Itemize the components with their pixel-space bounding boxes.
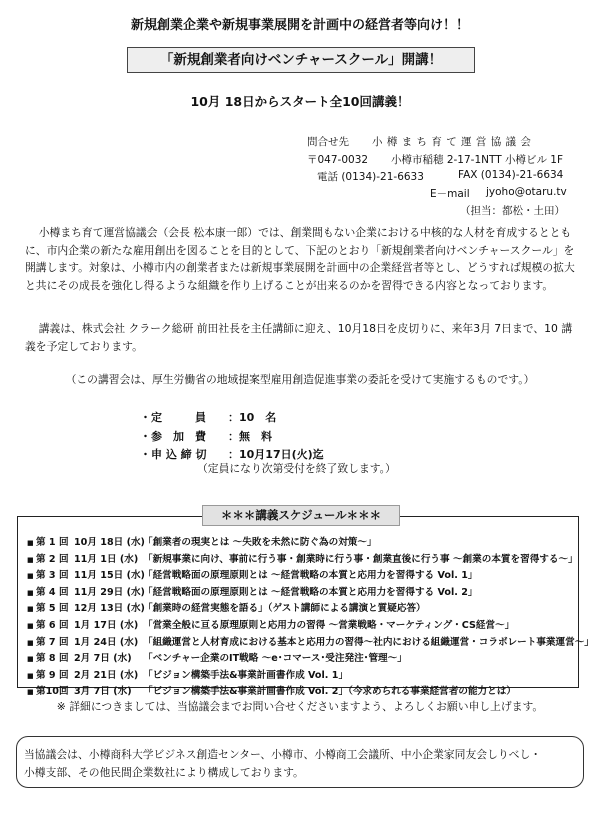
- schedule-number: 第10回: [36, 686, 69, 698]
- schedule-header: ＊＊＊講義スケジュール＊＊＊: [202, 505, 400, 526]
- bullet-icon: ■: [27, 572, 34, 581]
- schedule-row: [27, 600, 426, 614]
- schedule-row: [27, 650, 407, 664]
- schedule-date: 1月 17日 (水): [74, 620, 139, 631]
- schedule-date: 2月 21日 (水): [74, 669, 139, 681]
- bullet-icon: ■: [27, 539, 34, 547]
- bullet-icon: ■: [27, 622, 34, 630]
- schedule-row: [27, 667, 348, 681]
- info-fee: [140, 428, 272, 444]
- schedule-number: 第 1 回: [36, 537, 69, 548]
- schedule-number: 第 4 回: [36, 586, 69, 598]
- schedule-date: 11月 29日 (水): [74, 586, 145, 598]
- schedule-topic: 「創業者の現実とは ～失敗を未然に防ぐ為の対策～」: [143, 537, 377, 548]
- footer-line-1: 当協議会は、小樽商科大学ビジネス創造センター、小樽市、小樽商工会議所、中小企業家同友会しりべし・: [24, 748, 542, 761]
- info-deadline-value: ：10月17日(火)迄: [228, 448, 324, 461]
- schedule-topic: 「創業時の経営実態を語る」（ゲスト講師による講演と質疑応答）: [143, 603, 426, 615]
- bullet-icon: ■: [27, 605, 34, 614]
- info-capacity-value: ：10 名: [228, 411, 277, 424]
- bullet-icon: ■: [27, 555, 34, 564]
- schedule-topic: 「新規事業に向け、事前に行う事・創業時に行う事・創業直後に行う事 ～創業の本質を習得する～」: [143, 553, 578, 565]
- footer-line-2: 小樽支部、その他民間企業数社により構成しております。: [24, 766, 304, 779]
- bullet-icon: ■: [27, 638, 34, 647]
- schedule-number: 第 6 回: [36, 620, 69, 631]
- info-fee-label: ・参 加 費: [140, 430, 206, 443]
- intro-paragraph: 小樽まち育て運営協議会（会長 松本康一郎）では、創業間もない企業における中核的な人材を育成するとともに、市内企業の新たな雇用創出を図ることを目的として、下記のとおり「新規創業者向けベンチャースクール」を開講します。対象は、小樽市内の創業者または新規事業展開を計画中の企業経営者等とし、どうすれば規模の拡大と共にその成長を強化し得るような組織を作り上げることが出来るのかを習得できる内容となっております。: [25, 226, 575, 292]
- info-capacity: [140, 409, 276, 425]
- schedule-number: 第 3 回: [36, 570, 69, 582]
- contact-postal: 〒047-0032: [307, 154, 369, 166]
- schedule-number: 第 5 回: [36, 603, 69, 615]
- page-subheading: 10月 18日からスタート全10回講義！: [190, 94, 410, 109]
- bullet-icon: ■: [27, 688, 34, 697]
- detail-note: ※ 詳細につきましては、当協議会までお問い合せくださいますよう、よろしくお願い申し上げます。: [56, 700, 544, 713]
- contact-org-label: 問合せ先: [307, 136, 349, 148]
- lecture-paragraph: 講義は、株式会社 クラーク総研 前田社長を主任講師に迎え、10月18日を皮切りに、来年3月 7日まで、10 講義を予定しております。: [25, 322, 573, 353]
- contact-email[interactable]: jyoho@otaru.tv: [486, 186, 567, 198]
- page-heading: 新規創業企業や新規事業展開を計画中の経営者等向け！！: [130, 18, 469, 33]
- info-fee-value: ：無 料: [228, 430, 272, 443]
- bullet-icon: ■: [27, 655, 34, 664]
- schedule-row: [27, 567, 478, 581]
- schedule-topic: 「ビジョン構築手法&事業計画書作成 Vol. 2」（今求められる事業経営者の能力とは）: [143, 686, 516, 698]
- schedule-date: 1月 24日 (水): [74, 636, 139, 648]
- info-deadline-label: ・申 込 締 切: [140, 448, 207, 461]
- schedule-topic: 「経営戦略面の原理原則とは ～経営戦略の本質と応用力を習得する Vol. 2」: [143, 586, 478, 598]
- schedule-topic: 「ビジョン構築手法&事業計画書作成 Vol. 1」: [143, 669, 349, 681]
- schedule-number: 第 7 回: [36, 636, 69, 648]
- page-title: 「新規創業者向けベンチャースクール」開講！: [127, 47, 475, 73]
- bullet-icon: ■: [27, 588, 34, 597]
- schedule-topic: 「経営戦略面の原理原則とは ～経営戦略の本質と応用力を習得する Vol. 1」: [143, 570, 478, 582]
- schedule-topic: 「組織運営と人材育成における基本と応用力の習得～社内における組織運営・コラボレート事業運営～」: [143, 636, 594, 648]
- info-note: （定員になり次第受付を終了致します。）: [197, 462, 396, 475]
- schedule-date: 11月 15日 (水): [74, 570, 145, 582]
- schedule-number: 第 9 回: [36, 669, 69, 681]
- schedule-row: [27, 683, 516, 697]
- contact-tel: 電話 (0134)-21-6633: [317, 171, 424, 183]
- funding-notice: （この講習会は、厚生労働省の地域提案型雇用創造促進事業の委託を受けて実施するものです。）: [65, 373, 535, 386]
- schedule-row: [27, 634, 594, 648]
- schedule-row: [27, 551, 578, 565]
- info-capacity-label: ・定 員: [140, 411, 206, 424]
- contact-fax: FAX (0134)-21-6634: [458, 169, 564, 181]
- schedule-row: [27, 534, 377, 548]
- schedule-date: 10月 18日 (水): [74, 537, 145, 548]
- schedule-row: [27, 584, 478, 598]
- contact-address: 小樽市稲穂 2-17-1NTT 小樽ビル 1F: [391, 154, 564, 166]
- contact-org-name: 小 樽 ま ち 育 て 運 営 協 議 会: [372, 136, 532, 148]
- contact-staff: （担当：都松・土田）: [460, 205, 565, 217]
- schedule-topic: 「ベンチャー企業のIT戦略 ～e･コマース･受注発注･管理～」: [143, 653, 407, 665]
- footer-box: [16, 736, 584, 788]
- schedule-date: 12月 13日 (水): [74, 603, 145, 615]
- schedule-date: 11月 1日 (水): [74, 553, 139, 565]
- schedule-date: 3月 7日 (水): [74, 686, 132, 698]
- contact-email-label: E－mail: [430, 188, 470, 200]
- info-deadline: [140, 446, 324, 462]
- schedule-date: 2月 7日 (水): [74, 653, 132, 665]
- schedule-number: 第 2 回: [36, 553, 69, 565]
- bullet-icon: ■: [27, 671, 34, 680]
- schedule-row: [27, 617, 514, 631]
- schedule-topic: 「営業全般に亘る原理原則と応用力の習得 ～営業戦略・マーケティング・CS経営～」: [143, 620, 515, 631]
- schedule-number: 第 8 回: [36, 653, 69, 665]
